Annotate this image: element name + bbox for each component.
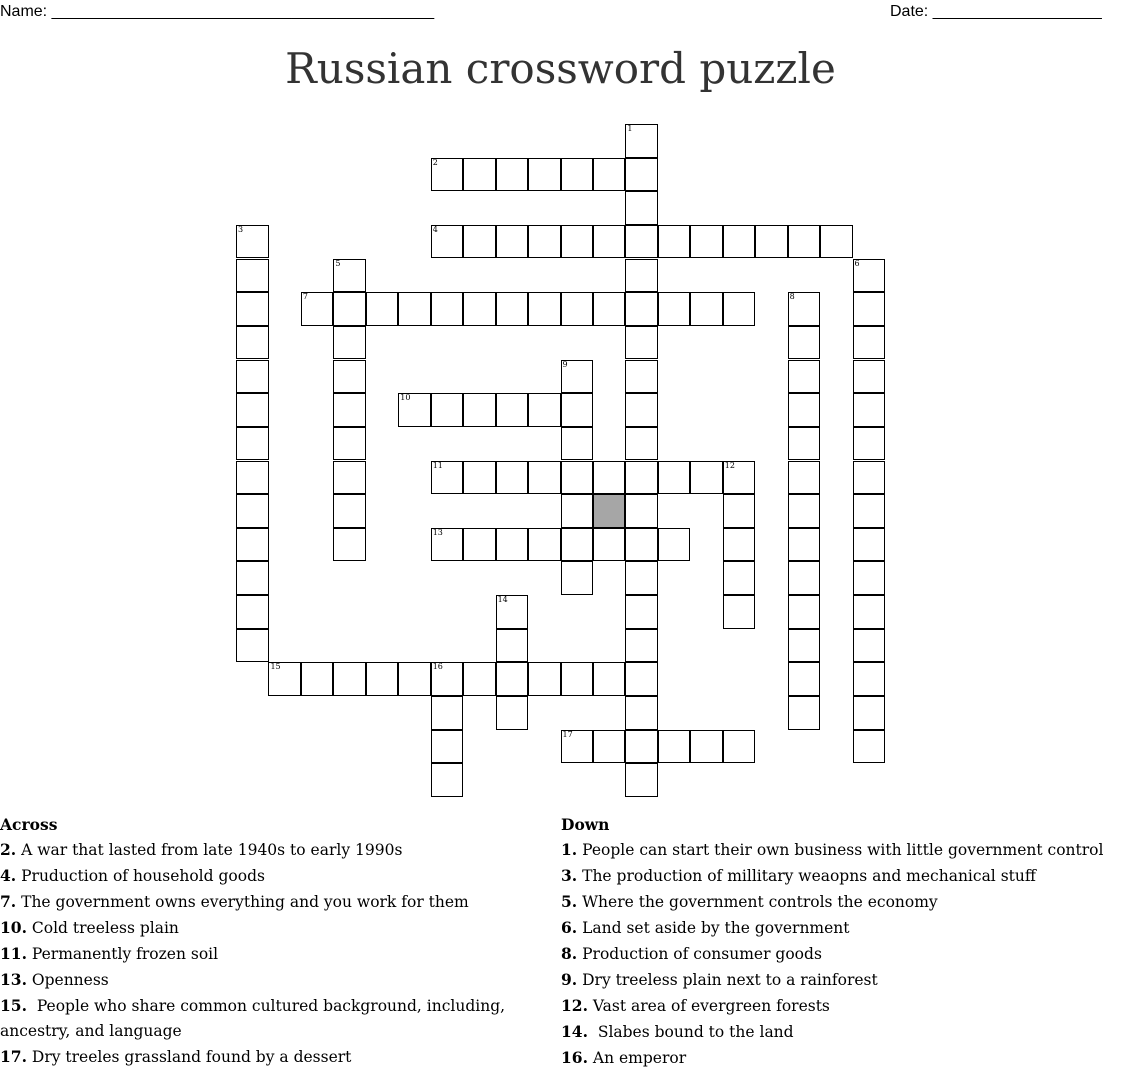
down-clue [561, 941, 1121, 967]
crossword-cell[interactable] [690, 730, 723, 764]
crossword-cell[interactable] [853, 629, 886, 663]
down-heading: Down [561, 815, 610, 834]
clue-text: Openness [26, 971, 109, 989]
across-items [0, 837, 510, 1070]
crossword-cell[interactable] [723, 528, 756, 562]
crossword-cell[interactable] [528, 528, 561, 562]
crossword-cell[interactable] [625, 124, 658, 158]
clue-text: Vast area of evergreen forests [587, 997, 830, 1015]
crossword-cell[interactable] [463, 225, 496, 259]
crossword-cell[interactable] [333, 326, 366, 360]
crossword-cell[interactable] [431, 225, 464, 259]
down-clue-list [561, 812, 1121, 1071]
crossword-cell[interactable] [788, 494, 821, 528]
shaded-cell [593, 494, 626, 528]
crossword-cell[interactable] [723, 461, 756, 495]
clue-number: 15 [270, 662, 281, 672]
clue-text: An emperor [587, 1049, 687, 1067]
clue-number: 6 [854, 258, 860, 268]
crossword-cell[interactable] [625, 730, 658, 764]
crossword-cell[interactable] [333, 662, 366, 696]
clue-number: 16. [561, 1048, 588, 1067]
clue-text: Cold treeless plain [26, 919, 179, 937]
clue-number: 9 [562, 359, 568, 369]
crossword-cell[interactable] [723, 730, 756, 764]
crossword-cell[interactable] [625, 662, 658, 696]
crossword-cell[interactable] [853, 427, 886, 461]
crossword-cell[interactable] [333, 259, 366, 293]
crossword-cell[interactable] [625, 360, 658, 394]
clue-text: People can start their own business with little government control [577, 841, 1104, 859]
down-clue [561, 993, 1121, 1019]
clue-number: 3 [238, 224, 244, 234]
crossword-cell[interactable] [658, 292, 691, 326]
crossword-cell[interactable] [788, 225, 821, 259]
down-clue [561, 1045, 1121, 1071]
crossword-cell[interactable] [723, 292, 756, 326]
crossword-cell[interactable] [333, 393, 366, 427]
crossword-cell[interactable] [431, 393, 464, 427]
crossword-cell[interactable] [658, 730, 691, 764]
down-clue [561, 967, 1121, 993]
clue-number: 5. [561, 892, 578, 911]
crossword-cell[interactable] [853, 360, 886, 394]
crossword-cell[interactable] [625, 158, 658, 192]
crossword-cell[interactable] [236, 494, 269, 528]
crossword-cell[interactable] [690, 225, 723, 259]
crossword-cell[interactable] [366, 292, 399, 326]
crossword-cell[interactable] [236, 427, 269, 461]
crossword-cell[interactable] [788, 427, 821, 461]
crossword-cell[interactable] [236, 629, 269, 663]
crossword-cell[interactable] [528, 158, 561, 192]
crossword-cell[interactable] [723, 494, 756, 528]
crossword-cell[interactable] [788, 595, 821, 629]
crossword-cell[interactable] [853, 461, 886, 495]
crossword-cell[interactable] [723, 595, 756, 629]
crossword-cell[interactable] [496, 158, 529, 192]
clue-text: A war that lasted from late 1940s to early 1990s [16, 841, 403, 859]
crossword-cell[interactable] [788, 393, 821, 427]
crossword-cell[interactable] [398, 292, 431, 326]
crossword-cell[interactable] [625, 259, 658, 293]
down-clue [561, 889, 1121, 915]
crossword-cell[interactable] [755, 225, 788, 259]
clue-number: 11 [432, 460, 443, 470]
clue-text: Dry treeless plain next to a rainforest [577, 971, 878, 989]
crossword-cell[interactable] [788, 461, 821, 495]
crossword-cell[interactable] [431, 730, 464, 764]
crossword-cell[interactable] [561, 528, 594, 562]
crossword-cell[interactable] [625, 225, 658, 259]
crossword-cell[interactable] [496, 393, 529, 427]
crossword-cell[interactable] [528, 461, 561, 495]
crossword-cell[interactable] [690, 292, 723, 326]
crossword-cell[interactable] [561, 158, 594, 192]
crossword-cell[interactable] [788, 292, 821, 326]
crossword-cell[interactable] [853, 528, 886, 562]
crossword-cell[interactable] [788, 528, 821, 562]
clue-number: 12. [561, 996, 588, 1015]
crossword-cell[interactable] [463, 158, 496, 192]
crossword-cell[interactable] [853, 561, 886, 595]
crossword-cell[interactable] [236, 326, 269, 360]
crossword-cell[interactable] [528, 393, 561, 427]
crossword-cell[interactable] [625, 191, 658, 225]
crossword-cell[interactable] [496, 528, 529, 562]
crossword-cell[interactable] [333, 528, 366, 562]
crossword-cell[interactable] [236, 360, 269, 394]
crossword-cell[interactable] [236, 595, 269, 629]
across-clue [0, 1044, 510, 1070]
crossword-cell[interactable] [333, 427, 366, 461]
crossword-cell[interactable] [788, 629, 821, 663]
crossword-cell[interactable] [463, 461, 496, 495]
across-clue [0, 941, 510, 967]
across-heading: Across [0, 815, 58, 834]
clue-number: 11. [0, 944, 27, 963]
crossword-cell[interactable] [398, 393, 431, 427]
crossword-cell[interactable] [333, 360, 366, 394]
crossword-cell[interactable] [528, 292, 561, 326]
clue-number: 7. [0, 892, 17, 911]
crossword-cell[interactable] [528, 662, 561, 696]
clue-text: Where the government controls the economy [577, 893, 938, 911]
clue-number: 9. [561, 970, 578, 989]
clue-number: 17 [562, 729, 573, 739]
clue-text: Land set aside by the government [577, 919, 850, 937]
crossword-cell[interactable] [561, 662, 594, 696]
crossword-cell[interactable] [853, 730, 886, 764]
crossword-cell[interactable] [236, 528, 269, 562]
crossword-cell[interactable] [268, 662, 301, 696]
across-clue [0, 993, 510, 1044]
clue-number: 16 [432, 662, 443, 672]
crossword-cell[interactable] [561, 561, 594, 595]
crossword-cell[interactable] [496, 225, 529, 259]
crossword-cell[interactable] [333, 292, 366, 326]
crossword-cell[interactable] [496, 629, 529, 663]
clue-text: Slabes bound to the land [587, 1023, 794, 1041]
crossword-cell[interactable] [463, 393, 496, 427]
crossword-cell[interactable] [625, 561, 658, 595]
clue-number: 7 [302, 292, 308, 302]
crossword-cell[interactable] [301, 662, 334, 696]
crossword-cell[interactable] [528, 225, 561, 259]
crossword-cell[interactable] [561, 730, 594, 764]
clue-text: People who share common cultured background, including, ancestry, and language [0, 997, 510, 1040]
crossword-cell[interactable] [853, 393, 886, 427]
crossword-cell[interactable] [463, 662, 496, 696]
clue-text: The government owns everything and you work for them [16, 893, 469, 911]
crossword-cell[interactable] [853, 595, 886, 629]
clue-number: 13. [0, 970, 27, 989]
crossword-cell[interactable] [561, 292, 594, 326]
clue-number: 13 [432, 527, 443, 537]
crossword-cell[interactable] [496, 292, 529, 326]
crossword-cell[interactable] [723, 225, 756, 259]
crossword-cell[interactable] [788, 326, 821, 360]
crossword-cell[interactable] [593, 662, 626, 696]
clue-number: 1 [627, 124, 633, 133]
crossword-cell[interactable] [431, 158, 464, 192]
crossword-cell[interactable] [690, 461, 723, 495]
crossword-cell[interactable] [788, 360, 821, 394]
clue-number: 10 [400, 393, 411, 403]
clue-number: 10. [0, 918, 27, 937]
crossword-cell[interactable] [625, 393, 658, 427]
crossword-cell[interactable] [593, 730, 626, 764]
crossword-cell[interactable] [625, 461, 658, 495]
crossword-cell[interactable] [236, 292, 269, 326]
crossword-cell[interactable] [593, 158, 626, 192]
crossword-cell[interactable] [625, 427, 658, 461]
date-field[interactable]: Date: ___________________ [890, 3, 1102, 20]
across-clue [0, 915, 510, 941]
clue-number: 5 [335, 258, 341, 268]
clue-number: 4. [0, 866, 17, 885]
clue-number: 14 [497, 595, 508, 605]
crossword-cell[interactable] [431, 461, 464, 495]
page-title: Russian crossword puzzle [285, 44, 836, 93]
clue-number: 2 [432, 157, 438, 167]
crossword-cell[interactable] [625, 494, 658, 528]
crossword-cell[interactable] [561, 461, 594, 495]
crossword-cell[interactable] [431, 528, 464, 562]
across-clue [0, 967, 510, 993]
clue-number: 3. [561, 866, 578, 885]
clue-text: Permanently frozen soil [26, 945, 219, 963]
crossword-cell[interactable] [593, 225, 626, 259]
down-clue [561, 863, 1121, 889]
crossword-cell[interactable] [853, 696, 886, 730]
crossword-cell[interactable] [366, 662, 399, 696]
crossword-cell[interactable] [625, 763, 658, 797]
crossword-cell[interactable] [463, 528, 496, 562]
clue-number: 4 [432, 224, 438, 234]
crossword-cell[interactable] [593, 461, 626, 495]
clue-number: 17. [0, 1047, 27, 1066]
clue-text: Dry treeles grassland found by a dessert [26, 1048, 352, 1066]
crossword-cell[interactable] [236, 225, 269, 259]
clue-text: Production of consumer goods [577, 945, 822, 963]
clue-number: 1. [561, 840, 578, 859]
crossword-cell[interactable] [853, 662, 886, 696]
clue-number: 14. [561, 1022, 588, 1041]
crossword-cell[interactable] [496, 696, 529, 730]
crossword-cell[interactable] [333, 461, 366, 495]
crossword-cell[interactable] [561, 494, 594, 528]
crossword-cell[interactable] [625, 326, 658, 360]
clue-text: Pruduction of household goods [16, 867, 265, 885]
clue-text: The production of millitary weaopns and mechanical stuff [577, 867, 1036, 885]
crossword-cell[interactable] [236, 259, 269, 293]
across-clue-list [0, 812, 510, 1070]
clue-number: 6. [561, 918, 578, 937]
crossword-cell[interactable] [301, 292, 334, 326]
crossword-cell[interactable] [236, 461, 269, 495]
crossword-cell[interactable] [463, 292, 496, 326]
crossword-cell[interactable] [561, 360, 594, 394]
crossword-cell[interactable] [496, 461, 529, 495]
down-clue [561, 837, 1121, 863]
crossword-cell[interactable] [593, 528, 626, 562]
crossword-cell[interactable] [431, 662, 464, 696]
crossword-cell[interactable] [431, 763, 464, 797]
crossword-cell[interactable] [625, 528, 658, 562]
crossword-cell[interactable] [788, 696, 821, 730]
crossword-cell[interactable] [723, 561, 756, 595]
crossword-cell[interactable] [788, 561, 821, 595]
crossword-cell[interactable] [853, 259, 886, 293]
crossword-cell[interactable] [625, 595, 658, 629]
clue-number: 12 [724, 460, 735, 470]
crossword-cell[interactable] [853, 326, 886, 360]
crossword-cell[interactable] [561, 393, 594, 427]
crossword-cell[interactable] [236, 561, 269, 595]
across-clue [0, 837, 510, 863]
crossword-cell[interactable] [625, 292, 658, 326]
crossword-cell[interactable] [820, 225, 853, 259]
crossword-cell[interactable] [398, 662, 431, 696]
crossword-cell[interactable] [853, 494, 886, 528]
crossword-cell[interactable] [431, 696, 464, 730]
down-items [561, 837, 1121, 1071]
across-clue [0, 889, 510, 915]
crossword-cell[interactable] [496, 595, 529, 629]
crossword-cell[interactable] [658, 461, 691, 495]
crossword-cell[interactable] [593, 292, 626, 326]
crossword-cell[interactable] [561, 427, 594, 461]
down-clue [561, 1019, 1121, 1045]
crossword-cell[interactable] [625, 629, 658, 663]
crossword-cell[interactable] [788, 662, 821, 696]
clue-number: 2. [0, 840, 17, 859]
crossword-cell[interactable] [658, 528, 691, 562]
crossword-cell[interactable] [853, 292, 886, 326]
clue-number: 15. [0, 996, 27, 1015]
crossword-cell[interactable] [561, 225, 594, 259]
across-clue [0, 863, 510, 889]
crossword-cell[interactable] [431, 292, 464, 326]
down-clue [561, 915, 1121, 941]
crossword-cell[interactable] [625, 696, 658, 730]
crossword-cell[interactable] [333, 494, 366, 528]
name-field[interactable]: Name: ___________________________________________ [0, 3, 435, 20]
clue-number: 8 [789, 292, 795, 302]
crossword-cell[interactable] [236, 393, 269, 427]
clue-number: 8. [561, 944, 578, 963]
crossword-cell[interactable] [658, 225, 691, 259]
crossword-cell[interactable] [496, 662, 529, 696]
